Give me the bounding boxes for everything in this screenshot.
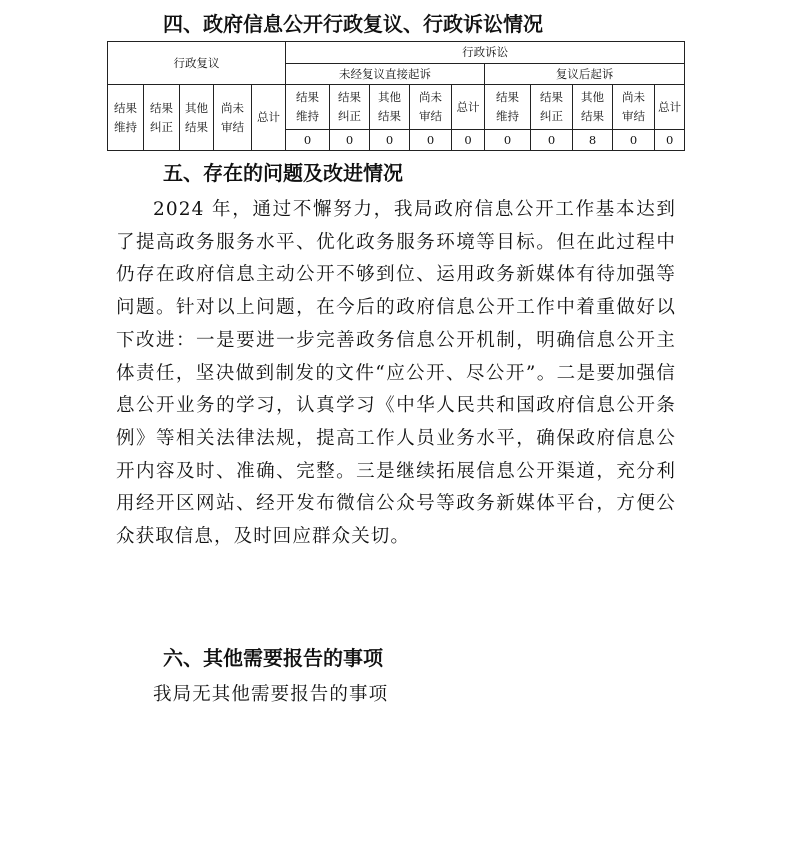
review-col-pending: 尚未 审结 xyxy=(214,85,252,151)
section-6-heading: 六、其他需要报告的事项 xyxy=(163,646,383,670)
value-cell: 0 xyxy=(330,130,370,151)
review-col-maintain: 结果 维持 xyxy=(108,85,144,151)
direct-col-pending: 尚未 审结 xyxy=(410,85,452,130)
value-cell: 0 xyxy=(286,130,330,151)
value-cell: 0 xyxy=(485,130,531,151)
section-6-paragraph: 我局无其他需要报告的事项 xyxy=(153,684,389,705)
review-col-other: 其他 结果 xyxy=(180,85,214,151)
section-5-heading: 五、存在的问题及改进情况 xyxy=(163,161,403,185)
value-cell: 0 xyxy=(410,130,452,151)
after-review-litigation-header: 复议后起诉 xyxy=(485,64,685,85)
after-col-other: 其他 结果 xyxy=(573,85,613,130)
after-col-pending: 尚未 审结 xyxy=(613,85,655,130)
review-col-total: 总计 xyxy=(252,85,286,151)
section-4-heading: 四、政府信息公开行政复议、行政诉讼情况 xyxy=(163,12,543,36)
value-cell: 0 xyxy=(452,130,485,151)
direct-col-correct: 结果 纠正 xyxy=(330,85,370,130)
section-5-paragraph: 2024 年，通过不懈努力，我局政府信息公开工作基本达到了提高政务服务水平、优化政务服务环境等目标。但在此过程中仍存在政府信息主动公开不够到位、运用政务新媒体有待加强等问题。针对以上问题，在今后的政府信息公开工作中着重做好以下改进：一是要进一步完善政务信息公开机制，明确信息公开主体责任，坚决做到制发的文件“应公开、尽公开”。二是要加强信息公开业务的学习，认真学习《中华人民共和国政府信息公开条例》等相关法律法规，提高工作人员业务水平，确保政府信息公开内容及时、准确、完整。三是继续拓展信息公开渠道，充分利用经开区网站、经开发布微信公众号等政务新媒体平台，方便公众获取信息，及时回应群众关切。 xyxy=(116,199,676,548)
after-col-total: 总计 xyxy=(655,85,685,130)
value-cell: 8 xyxy=(573,130,613,151)
value-cell: 0 xyxy=(370,130,410,151)
direct-col-total: 总计 xyxy=(452,85,485,130)
after-col-correct: 结果 纠正 xyxy=(531,85,573,130)
litigation-header: 行政诉讼 xyxy=(286,42,685,64)
review-litigation-table xyxy=(107,41,685,151)
review-header: 行政复议 xyxy=(108,42,286,85)
value-cell: 0 xyxy=(613,130,655,151)
after-col-maintain: 结果 维持 xyxy=(485,85,531,130)
direct-litigation-header: 未经复议直接起诉 xyxy=(286,64,485,85)
direct-col-maintain: 结果 维持 xyxy=(286,85,330,130)
direct-col-other: 其他 结果 xyxy=(370,85,410,130)
value-cell: 0 xyxy=(655,130,685,151)
value-cell: 0 xyxy=(531,130,573,151)
review-col-correct: 结果 纠正 xyxy=(144,85,180,151)
